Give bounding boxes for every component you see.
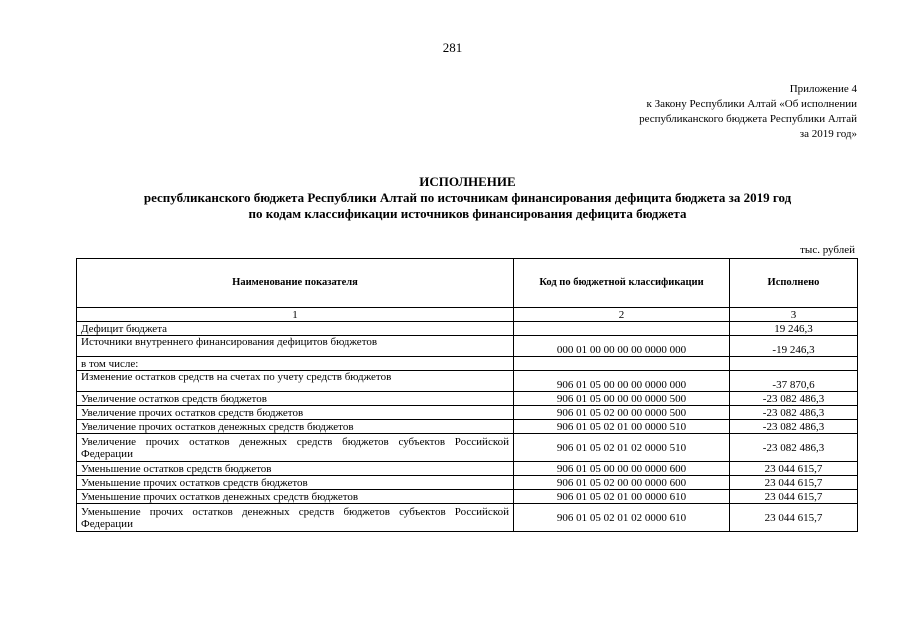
table-row xyxy=(77,434,858,462)
table-row xyxy=(77,406,858,420)
appendix-note xyxy=(639,82,857,142)
row-name: Уменьшение прочих остатков денежных средств бюджетов субъектов Российской Федерации xyxy=(77,504,514,532)
row-value: -23 082 486,3 xyxy=(730,406,858,420)
appendix-line: республиканского бюджета Республики Алтай xyxy=(639,113,857,125)
row-code: 906 01 05 00 00 00 0000 500 xyxy=(514,392,730,406)
row-value: 19 246,3 xyxy=(730,322,858,336)
row-value: -23 082 486,3 xyxy=(730,434,858,462)
appendix-line: к Закону Республики Алтай «Об исполнении xyxy=(646,98,857,110)
row-code: 000 01 00 00 00 00 0000 000 xyxy=(514,336,730,357)
table-row xyxy=(77,504,858,532)
column-header: Код по бюджетной классификации xyxy=(514,259,730,308)
row-code: 906 01 05 02 00 00 0000 600 xyxy=(514,476,730,490)
title-line: республиканского бюджета Республики Алтай по источникам финансирования дефицита бюджета за 2019 год xyxy=(143,190,792,205)
row-name: Изменение остатков средств на счетах по учету средств бюджетов xyxy=(77,371,514,392)
table-row xyxy=(77,322,858,336)
column-header: Исполнено xyxy=(730,259,858,308)
row-name: Уменьшение прочих остатков денежных средств бюджетов xyxy=(77,490,514,504)
title-line: ИСПОЛНЕНИЕ xyxy=(419,174,516,189)
table-row xyxy=(77,357,858,371)
row-code: 906 01 05 02 01 00 0000 510 xyxy=(514,420,730,434)
row-code: 906 01 05 02 01 02 0000 510 xyxy=(514,434,730,462)
table-row xyxy=(77,371,858,392)
row-value: 23 044 615,7 xyxy=(730,504,858,532)
row-name: Дефицит бюджета xyxy=(77,322,514,336)
row-name: Источники внутреннего финансирования дефицитов бюджетов xyxy=(77,336,514,357)
document-title xyxy=(0,174,905,222)
column-number: 3 xyxy=(730,308,858,322)
row-code: 906 01 05 02 01 00 0000 610 xyxy=(514,490,730,504)
row-code: 906 01 05 02 01 02 0000 610 xyxy=(514,504,730,532)
row-value: 23 044 615,7 xyxy=(730,490,858,504)
table-row xyxy=(77,476,858,490)
row-name: Увеличение прочих остатков денежных средств бюджетов xyxy=(77,420,514,434)
table-row xyxy=(77,420,858,434)
row-name: Увеличение прочих остатков средств бюджетов xyxy=(77,406,514,420)
row-code xyxy=(514,357,730,371)
appendix-line: за 2019 год» xyxy=(799,128,857,140)
row-value: -19 246,3 xyxy=(730,336,858,357)
row-code: 906 01 05 00 00 00 0000 600 xyxy=(514,462,730,476)
row-name: Уменьшение прочих остатков средств бюджетов xyxy=(77,476,514,490)
row-value: -23 082 486,3 xyxy=(730,392,858,406)
table-row xyxy=(77,462,858,476)
table-row xyxy=(77,490,858,504)
title-line: по кодам классификации источников финансирования дефицита бюджета xyxy=(248,206,687,221)
row-name: Уменьшение остатков средств бюджетов xyxy=(77,462,514,476)
units-label: тыс. рублей xyxy=(800,244,855,256)
row-code xyxy=(514,322,730,336)
table-row xyxy=(77,336,858,357)
row-code: 906 01 05 02 00 00 0000 500 xyxy=(514,406,730,420)
table-row xyxy=(77,392,858,406)
budget-table xyxy=(76,258,858,532)
column-header: Наименование показателя xyxy=(77,259,514,308)
row-value: 23 044 615,7 xyxy=(730,462,858,476)
row-name: Увеличение прочих остатков денежных средств бюджетов субъектов Российской Федерации xyxy=(77,434,514,462)
row-value: 23 044 615,7 xyxy=(730,476,858,490)
appendix-line: Приложение 4 xyxy=(789,83,857,95)
row-name: в том числе: xyxy=(77,357,514,371)
column-number: 2 xyxy=(514,308,730,322)
row-value: -23 082 486,3 xyxy=(730,420,858,434)
row-value xyxy=(730,357,858,371)
column-number-row xyxy=(77,308,858,322)
page-number: 281 xyxy=(442,40,463,55)
row-value: -37 870,6 xyxy=(730,371,858,392)
row-code: 906 01 05 00 00 00 0000 000 xyxy=(514,371,730,392)
row-name: Увеличение остатков средств бюджетов xyxy=(77,392,514,406)
column-number: 1 xyxy=(77,308,514,322)
table-header-row xyxy=(77,259,858,308)
